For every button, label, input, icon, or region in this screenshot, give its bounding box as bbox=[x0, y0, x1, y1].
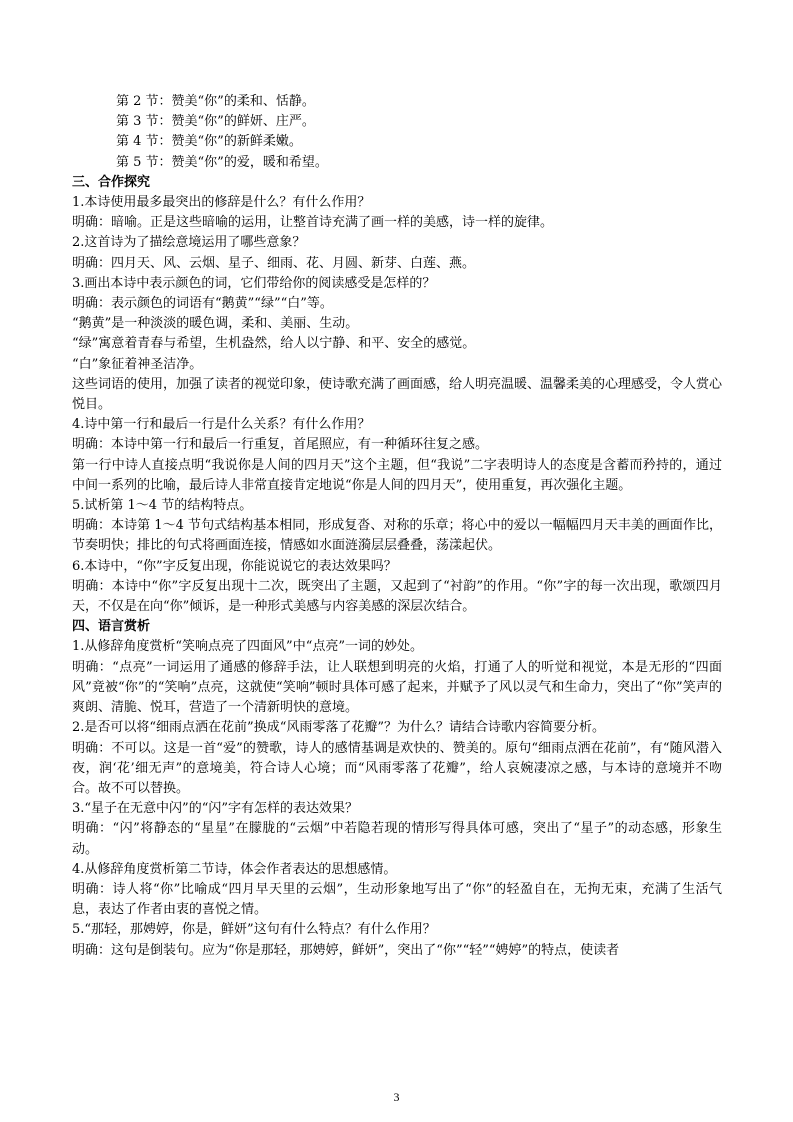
text-line: 明确：暗喻。正是这些暗喻的运用，让整首诗充满了画一样的美感，诗一样的旋律。 bbox=[72, 215, 554, 231]
text-line: 6.本诗中，“你”字反复出现，你能说说它的表达效果吗？ bbox=[72, 558, 397, 574]
text-line: 4.从修辞角度赏析第二节诗，体会作者表达的思想感情。 bbox=[72, 861, 397, 877]
section-heading: 四、语言赏析 bbox=[72, 619, 151, 635]
paragraph: 明确：本诗中“你”字反复出现十二次，既突出了主题，又起到了“衬韵”的作用。“你”字的每一次出现，歌颂四月天，不仅是在向“你”倾诉，是一种形式美感与内容美感的深层次结合。 bbox=[72, 578, 722, 615]
text-line: “绿”寓意着青春与希望，生机盎然，给人以宁静、和平、安全的感觉。 bbox=[72, 336, 476, 352]
text-line: 3.“星子在无意中闪”的“闪”字有怎样的表达效果？ bbox=[72, 801, 358, 817]
text-line: “白”象征着神圣洁净。 bbox=[72, 356, 203, 372]
text-line: 4.诗中第一行和最后一行是什么关系？有什么作用？ bbox=[72, 417, 371, 433]
text-line: “鹅黄”是一种淡淡的暖色调，柔和、美丽、生动。 bbox=[72, 316, 359, 332]
text-line: 5.“那轻，那娉婷，你是，鲜妍”这句有什么特点？有什么作用？ bbox=[72, 922, 436, 938]
section-summary-line: 第 5 节：赞美“你”的爱，暖和希望。 bbox=[116, 154, 328, 170]
paragraph: 明确：诗人将“你”比喻成“四月早天里的云烟”，生动形象地写出了“你”的轻盈自在，无拘无束，充满了生活气息，表达了作者由衷的喜悦之情。 bbox=[72, 881, 722, 918]
section-summary-line: 第 3 节：赞美“你”的鲜妍、庄严。 bbox=[116, 114, 315, 130]
paragraph: 明确：“点亮”一词运用了通感的修辞手法，让人联想到明亮的火焰，打通了人的听觉和视觉，本是无形的“四面风”竟被“你”的“笑响”点亮，这就使“笑响”顿时具体可感了起来，并赋予了风以灵气和生命力，突出了“你”笑声的爽朗、清脆、悦耳，营造了一个清新明快的意境。 bbox=[72, 659, 722, 716]
document-page bbox=[72, 92, 722, 961]
text-line: 明确：这句是倒装句。应为“你是那轻，那娉婷，鲜妍”，突出了“你”“轻”“娉婷”的特点，使读者 bbox=[72, 942, 620, 958]
text-line: 2.这首诗为了描绘意境运用了哪些意象？ bbox=[72, 235, 306, 251]
paragraph: 这些词语的使用，加强了读者的视觉印象，使诗歌充满了画面感，给人明亮温暖、温馨柔美的心理感受，令人赏心悦目。 bbox=[72, 376, 722, 413]
text-line: 1.从修辞角度赏析“笑响点亮了四面风”中“点亮”一词的妙处。 bbox=[72, 639, 423, 655]
text-line: 明确：表示颜色的词语有“鹅黄”“绿”“白”等。 bbox=[72, 296, 333, 312]
text-line: 3.画出本诗中表示颜色的词，它们带给你的阅读感受是怎样的？ bbox=[72, 275, 436, 291]
paragraph: 明确：“闪”将静态的“星星”在朦胧的“云烟”中若隐若现的情形写得具体可感，突出了“星子”的动态感，形象生动。 bbox=[72, 821, 722, 857]
text-line: 明确：本诗中第一行和最后一行重复，首尾照应，有一种循环往复之感。 bbox=[72, 437, 489, 453]
text-line: 2.是否可以将“细雨点洒在花前”换成“风雨零落了花瓣”？为什么？请结合诗歌内容简要分析。 bbox=[72, 720, 605, 736]
section-summary-line: 第 2 节：赞美“你”的柔和、恬静。 bbox=[116, 94, 315, 109]
text-line: 1.本诗使用最多最突出的修辞是什么？有什么作用？ bbox=[72, 195, 371, 211]
paragraph: 明确：本诗第 1～4 节句式结构基本相同，形成复沓、对称的乐章；将心中的爱以一幅幅四月天丰美的画面作比，节奏明快；排比的句式将画面连接，情感如水面涟漪层层叠叠，荡漾起伏。 bbox=[72, 518, 722, 554]
page-number: 3 bbox=[393, 1090, 400, 1104]
paragraph: 第一行中诗人直接点明“我说你是人间的四月天”这个主题，但“我说”二字表明诗人的态度是含蓄而矜持的，通过中间一系列的比喻，最后诗人非常直接肯定地说“你是人间的四月天”，使用重复，再次强化主题。 bbox=[72, 457, 722, 493]
section-summary-line: 第 4 节：赞美“你”的新鲜柔嫩。 bbox=[116, 134, 302, 150]
paragraph: 明确：不可以。这是一首“爱”的赞歌，诗人的感情基调是欢快的、赞美的。原句“细雨点洒在花前”，有“随风潜入夜，润‘花’细无声”的意境美，符合诗人心境；而“风雨零落了花瓣”，给人哀婉凄凉之感，与本诗的意境并不吻合。故不可以替换。 bbox=[72, 740, 722, 796]
section-heading: 三、合作探究 bbox=[72, 174, 151, 190]
text-line: 明确：四月天、风、云烟、星子、细雨、花、月圆、新芽、白莲、燕。 bbox=[72, 255, 476, 271]
text-line: 5.试析第 1～4 节的结构特点。 bbox=[72, 498, 253, 514]
